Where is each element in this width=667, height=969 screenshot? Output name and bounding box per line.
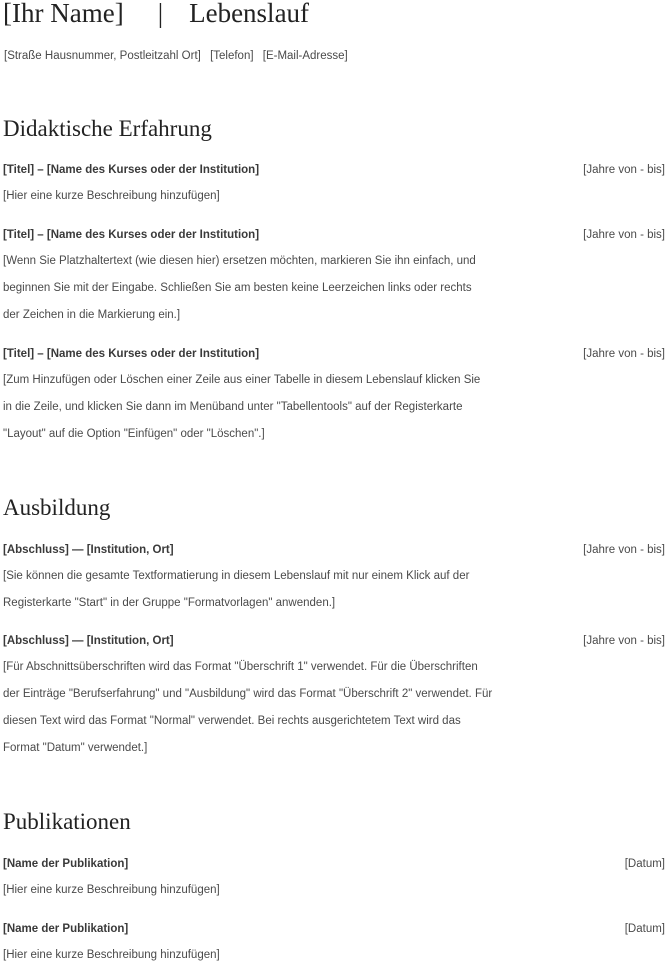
entry-title: [Name der Publikation] [3,858,129,870]
entry-date: [Jahre von - bis] [583,544,665,556]
entry-header [3,857,665,872]
entry-date: [Jahre von - bis] [583,348,665,360]
entry-date: [Datum] [624,858,665,870]
entry-title: [Abschluss] — [Institution, Ort] [3,544,174,556]
phone-placeholder: [Telefon] [210,50,254,62]
entry-description [3,942,533,969]
entry-description [3,183,533,210]
description-line: diesen Text wird das Format "Normal" verwendet. Bei rechts ausgerichtetem Text wird das [3,715,461,727]
entry-description [3,367,533,448]
section-heading-publications: Publikationen [3,809,131,834]
entry-header [3,543,665,558]
description-line: [Hier eine kurze Beschreibung hinzufügen] [3,190,220,202]
description-line: beginnen Sie mit der Eingabe. Schließen Sie am besten keine Leerzeichen links oder rechts [3,282,472,294]
entry-description [3,248,533,329]
description-line: Format "Datum" verwendet.] [3,742,148,754]
name-placeholder: [Ihr Name] [3,0,124,28]
entry-header [3,922,665,937]
resume-title [3,0,309,30]
description-line: [Sie können die gesamte Textformatierung in diesem Lebenslauf mit nur einem Klick auf der [3,570,470,582]
entry-title: [Name der Publikation] [3,923,129,935]
entry-title: [Titel] – [Name des Kurses oder der Institution] [3,164,260,176]
address-placeholder: [Straße Hausnummer, Postleitzahl Ort] [4,50,201,62]
description-line: [Hier eine kurze Beschreibung hinzufügen] [3,884,220,896]
entry-date: [Jahre von - bis] [583,229,665,241]
entry-header [3,163,665,178]
entry-description [3,877,533,904]
description-line: der Zeichen in die Markierung ein.] [3,309,181,321]
description-line: [Für Abschnittsüberschriften wird das Format "Überschrift 1" verwendet. Für die Überschriften [3,661,478,673]
description-line: in die Zeile, und klicken Sie dann im Menüband unter "Tabellentools" auf der Registerkarte [3,401,463,413]
description-line: Registerkarte "Start" in der Gruppe "Formatvorlagen" anwenden.] [3,597,336,609]
entry-description [3,563,533,617]
description-line: [Zum Hinzufügen oder Löschen einer Zeile aus einer Tabelle in diesem Lebenslauf klicken Sie [3,374,481,386]
description-line: [Wenn Sie Platzhaltertext (wie diesen hier) ersetzen möchten, markieren Sie ihn einfach, und [3,255,476,267]
entry-date: [Jahre von - bis] [583,635,665,647]
entry-date: [Datum] [624,923,665,935]
description-line: [Hier eine kurze Beschreibung hinzufügen] [3,949,220,961]
section-heading-education: Ausbildung [3,495,111,520]
entry-header [3,228,665,243]
entry-description [3,654,533,762]
section-heading-teaching: Didaktische Erfahrung [3,116,212,141]
description-line: "Layout" auf die Option "Einfügen" oder "Löschen".] [3,428,265,440]
entry-header [3,347,665,362]
title-separator: | [157,0,164,28]
email-placeholder: [E-Mail-Adresse] [262,50,348,62]
entry-title: [Abschluss] — [Institution, Ort] [3,635,174,647]
description-line: der Einträge "Berufserfahrung" und "Ausbildung" wird das Format "Überschrift 2" verwendet. Für [3,688,493,700]
entry-title: [Titel] – [Name des Kurses oder der Institution] [3,348,260,360]
document-title: Lebenslauf [189,0,310,28]
entry-title: [Titel] – [Name des Kurses oder der Institution] [3,229,260,241]
contact-line [4,49,354,64]
entry-date: [Jahre von - bis] [583,164,665,176]
entry-header [3,634,665,649]
